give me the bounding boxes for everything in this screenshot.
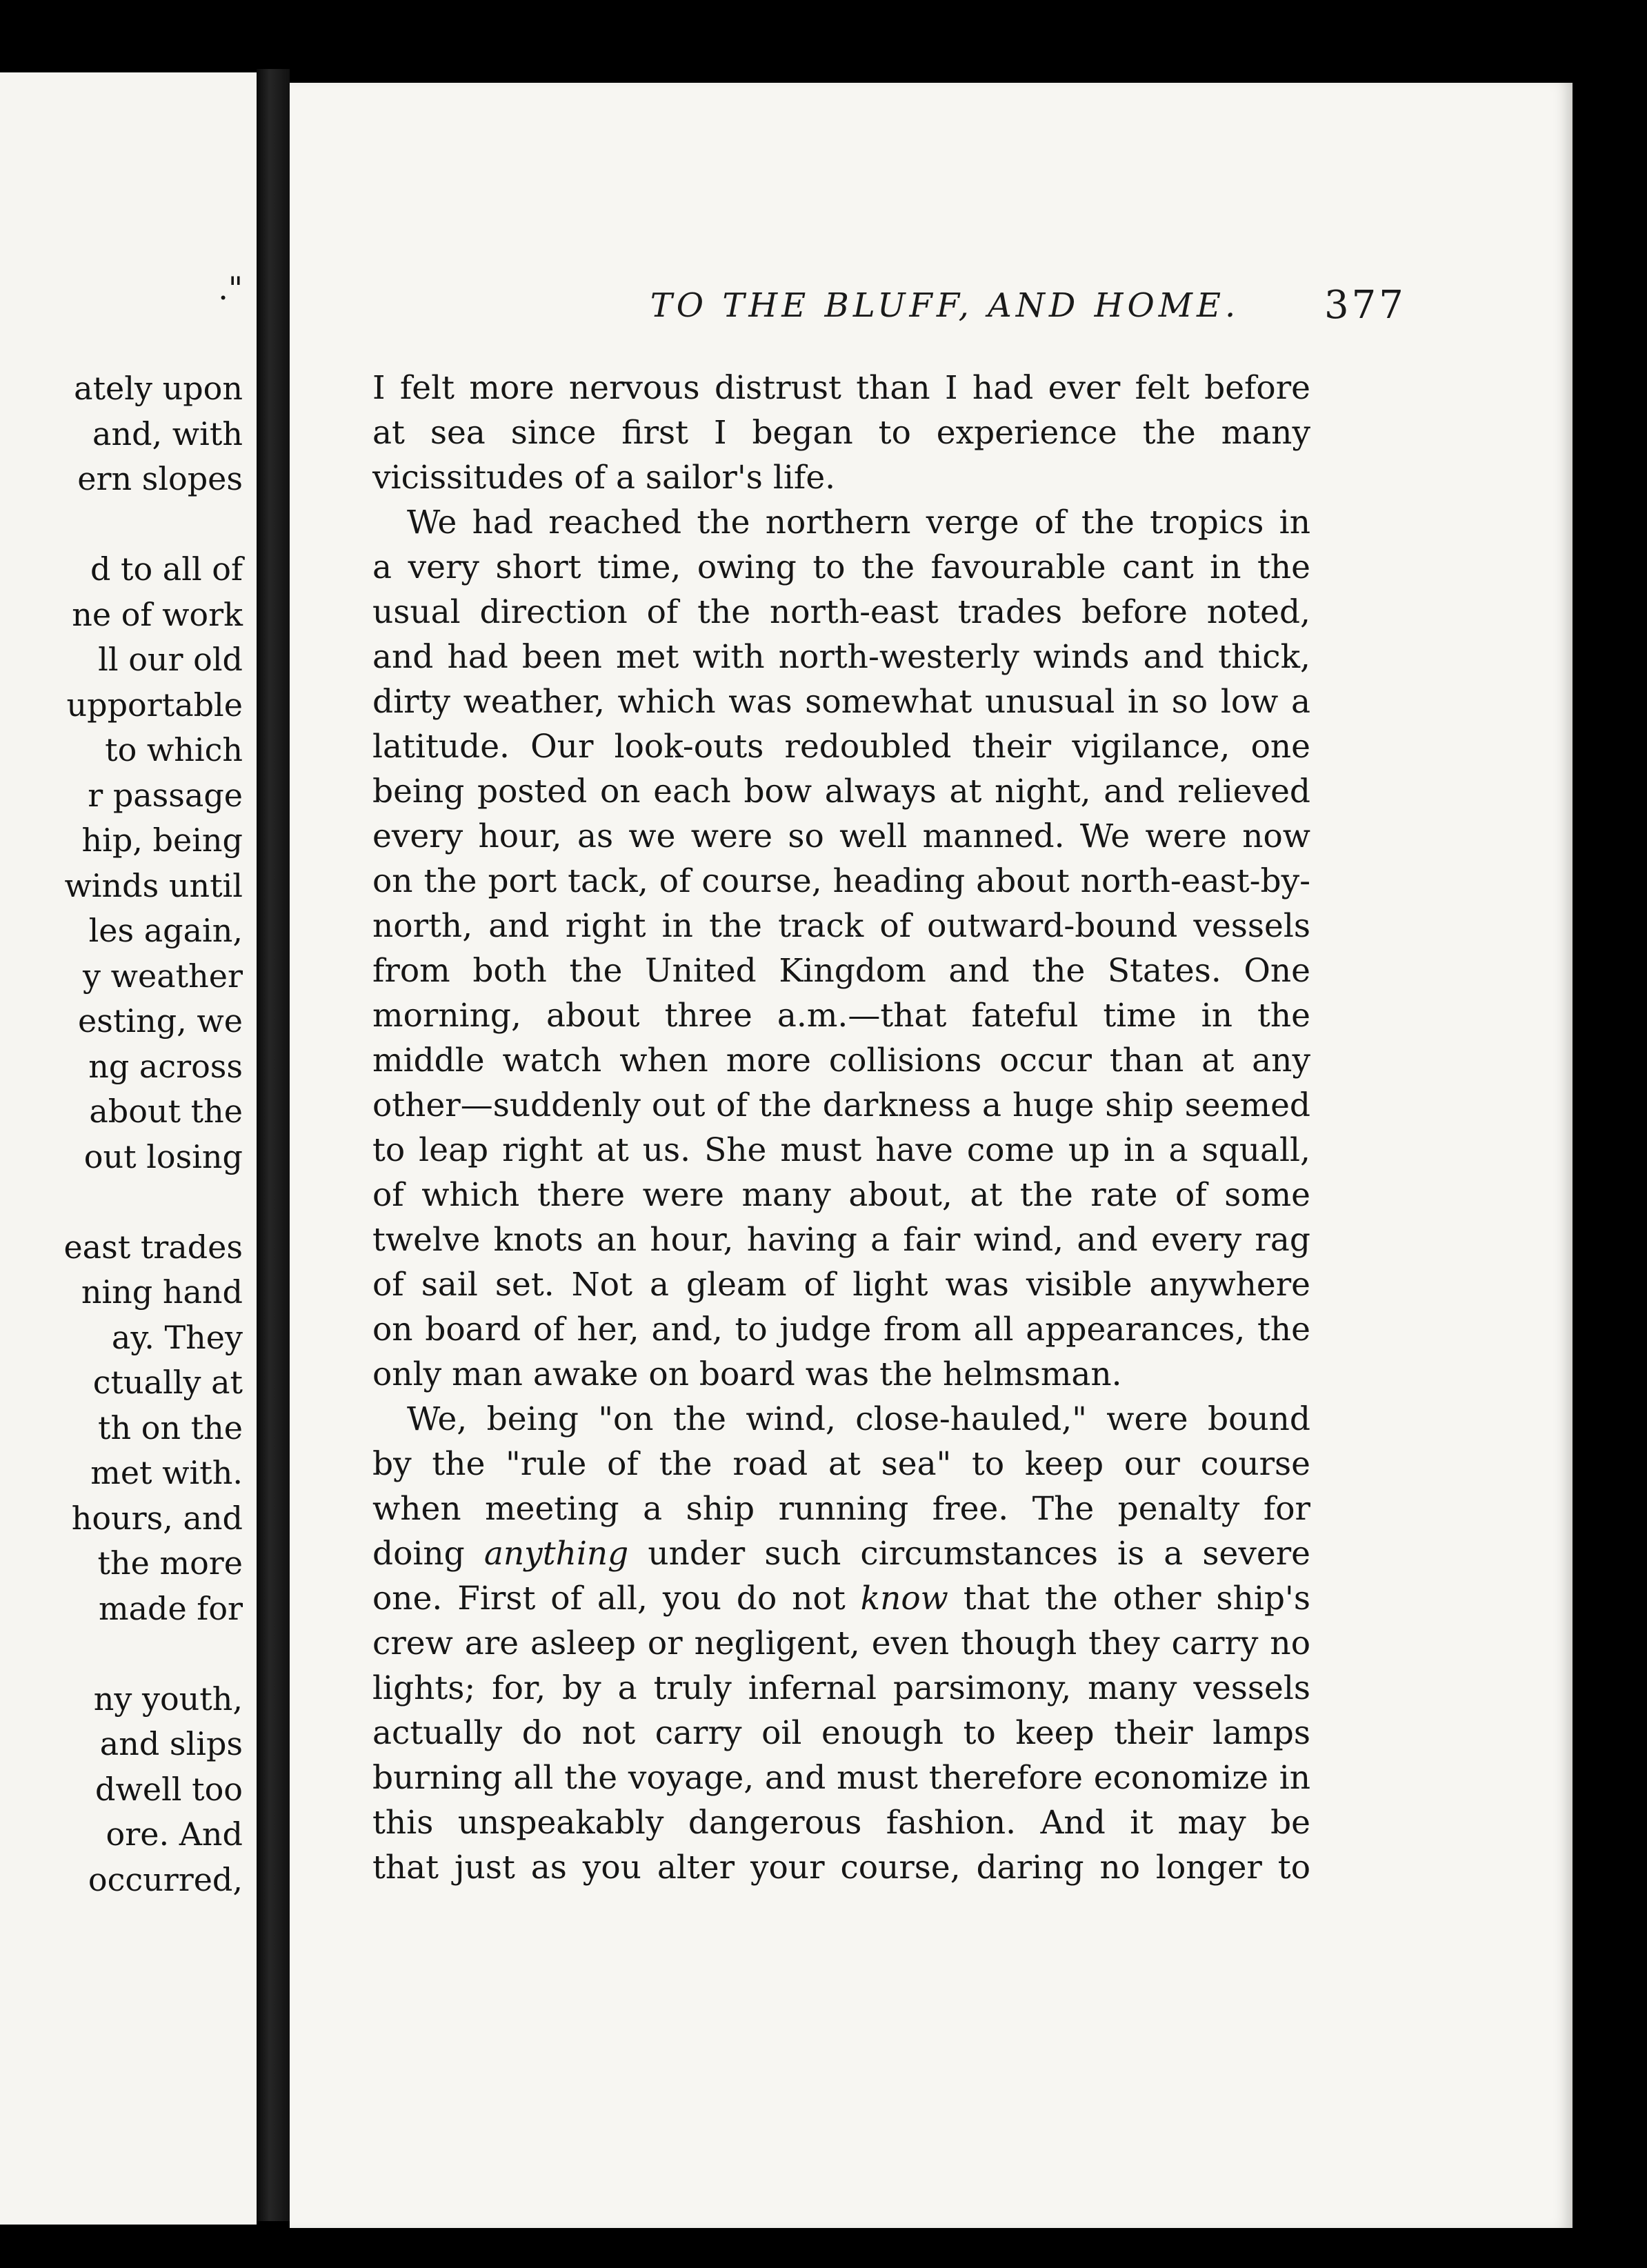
body-line: other—suddenly out of the darkness a huge ship seemed — [372, 1086, 1310, 1124]
body-line: crew are asleep or negligent, even though they carry no — [372, 1624, 1310, 1662]
body-line: to leap right at us. She must have come up in a squall, — [372, 1131, 1310, 1169]
body-line: by the "rule of the road at sea" to keep our course — [372, 1445, 1310, 1483]
book-gutter — [257, 69, 290, 2221]
left-page-line: ning hand — [81, 1273, 243, 1311]
body-line: usual direction of the north-east trades before noted, — [372, 593, 1310, 631]
left-page-line: hip, being — [81, 822, 243, 859]
italic-emphasis: anything — [483, 1535, 629, 1573]
body-line: of which there were many about, at the rate of some — [372, 1176, 1310, 1214]
left-page-line: ne of work — [72, 595, 243, 633]
left-page-line: upportable — [66, 686, 243, 724]
left-page-line: out losing — [83, 1137, 243, 1175]
body-line: actually do not carry oil enough to keep their lamps — [372, 1714, 1310, 1752]
left-page-line: ll our old — [98, 641, 243, 678]
body-line: a very short time, owing to the favourable cant in the — [372, 548, 1310, 586]
left-page-line: ctually at — [92, 1364, 243, 1401]
left-page-line: hours, and — [71, 1499, 243, 1537]
body-line — [372, 1531, 1310, 1576]
body-line: being posted on each bow always at night, and relieved — [372, 773, 1310, 810]
left-page-line: the more — [97, 1544, 243, 1582]
body-line: vicissitudes of a sailor's life. — [372, 459, 836, 497]
left-page-line: esting, we — [78, 1002, 243, 1040]
left-page-line: made for — [98, 1589, 243, 1627]
body-text — [372, 366, 1310, 1890]
left-page-line: d to all of — [90, 550, 243, 588]
body-line: when meeting a ship running free. The penalty for — [372, 1490, 1310, 1528]
body-line: We had reached the northern verge of the tropics in — [407, 504, 1310, 541]
body-line: lights; for, by a truly infernal parsimony, many vessels — [372, 1669, 1310, 1707]
left-page-header-fragment: ." — [218, 270, 243, 307]
left-page-line: and, with — [92, 415, 243, 452]
left-page-line: dwell too — [95, 1770, 243, 1808]
body-line: and had been met with north-westerly winds and thick, — [372, 638, 1310, 676]
left-page-line: to which — [105, 731, 243, 768]
body-line: north, and right in the track of outward-bound vessels — [372, 907, 1310, 945]
body-line: from both the United Kingdom and the States. One — [372, 952, 1310, 990]
body-line: on board of her, and, to judge from all appearances, the — [372, 1311, 1310, 1349]
body-line: at sea since first I began to experience the many — [372, 414, 1310, 452]
body-line-text: under such circumstances is a severe — [628, 1535, 1310, 1573]
left-page-line: occurred, — [88, 1860, 243, 1898]
left-page-line: ny youth, — [93, 1680, 243, 1718]
body-line: I felt more nervous distrust than I had ever felt before — [372, 369, 1310, 407]
left-page-line: ay. They — [111, 1318, 243, 1356]
body-line: of sail set. Not a gleam of light was visible anywhere — [372, 1266, 1310, 1304]
body-line: middle watch when more collisions occur than at any — [372, 1042, 1310, 1080]
body-line-text: that the other ship's — [948, 1580, 1310, 1618]
body-line: latitude. Our look-outs redoubled their vigilance, one — [372, 728, 1310, 766]
body-line: on the port tack, of course, heading about north-east-by- — [372, 862, 1310, 900]
left-page-line: ern slopes — [77, 460, 243, 497]
body-line: morning, about three a.m.—that fateful time in the — [372, 997, 1310, 1035]
facing-page-left — [0, 72, 257, 2225]
left-page-line: east trades — [63, 1228, 243, 1266]
body-line: dirty weather, which was somewhat unusual in so low a — [372, 683, 1310, 721]
left-page-line: th on the — [97, 1409, 243, 1446]
body-line-text: doing — [372, 1535, 484, 1573]
body-line — [372, 1576, 1310, 1621]
body-line: We, being "on the wind, close-hauled," were bound — [407, 1400, 1310, 1438]
body-line: twelve knots an hour, having a fair wind, and every rag — [372, 1221, 1310, 1259]
body-line: only man awake on board was the helmsman. — [372, 1355, 1122, 1393]
left-page-line: and slips — [99, 1725, 243, 1762]
body-line: burning all the voyage, and must therefore economize in — [372, 1759, 1310, 1797]
left-page-line: r passage — [88, 776, 243, 814]
left-page-line: ately upon — [74, 370, 243, 407]
left-page-line: winds until — [64, 866, 243, 904]
running-head: TO THE BLUFF, AND HOME. — [650, 286, 1240, 325]
body-line-text: one. First of all, you do not — [372, 1580, 861, 1618]
page-number: 377 — [1324, 283, 1406, 328]
left-page-line: ore. And — [106, 1816, 243, 1853]
body-line: this unspeakably dangerous fashion. And it may be — [372, 1804, 1310, 1842]
left-page-line: les again, — [88, 912, 243, 949]
italic-emphasis: know — [860, 1580, 948, 1618]
left-page-line: met with. — [90, 1454, 243, 1491]
body-line: every hour, as we were so well manned. We were now — [372, 817, 1310, 855]
left-page-line: about the — [89, 1093, 243, 1130]
left-page-line: ng across — [88, 1047, 243, 1085]
page-377 — [290, 83, 1573, 2228]
left-page-line: y weather — [83, 957, 243, 995]
body-line: that just as you alter your course, daring no longer to — [372, 1849, 1310, 1887]
